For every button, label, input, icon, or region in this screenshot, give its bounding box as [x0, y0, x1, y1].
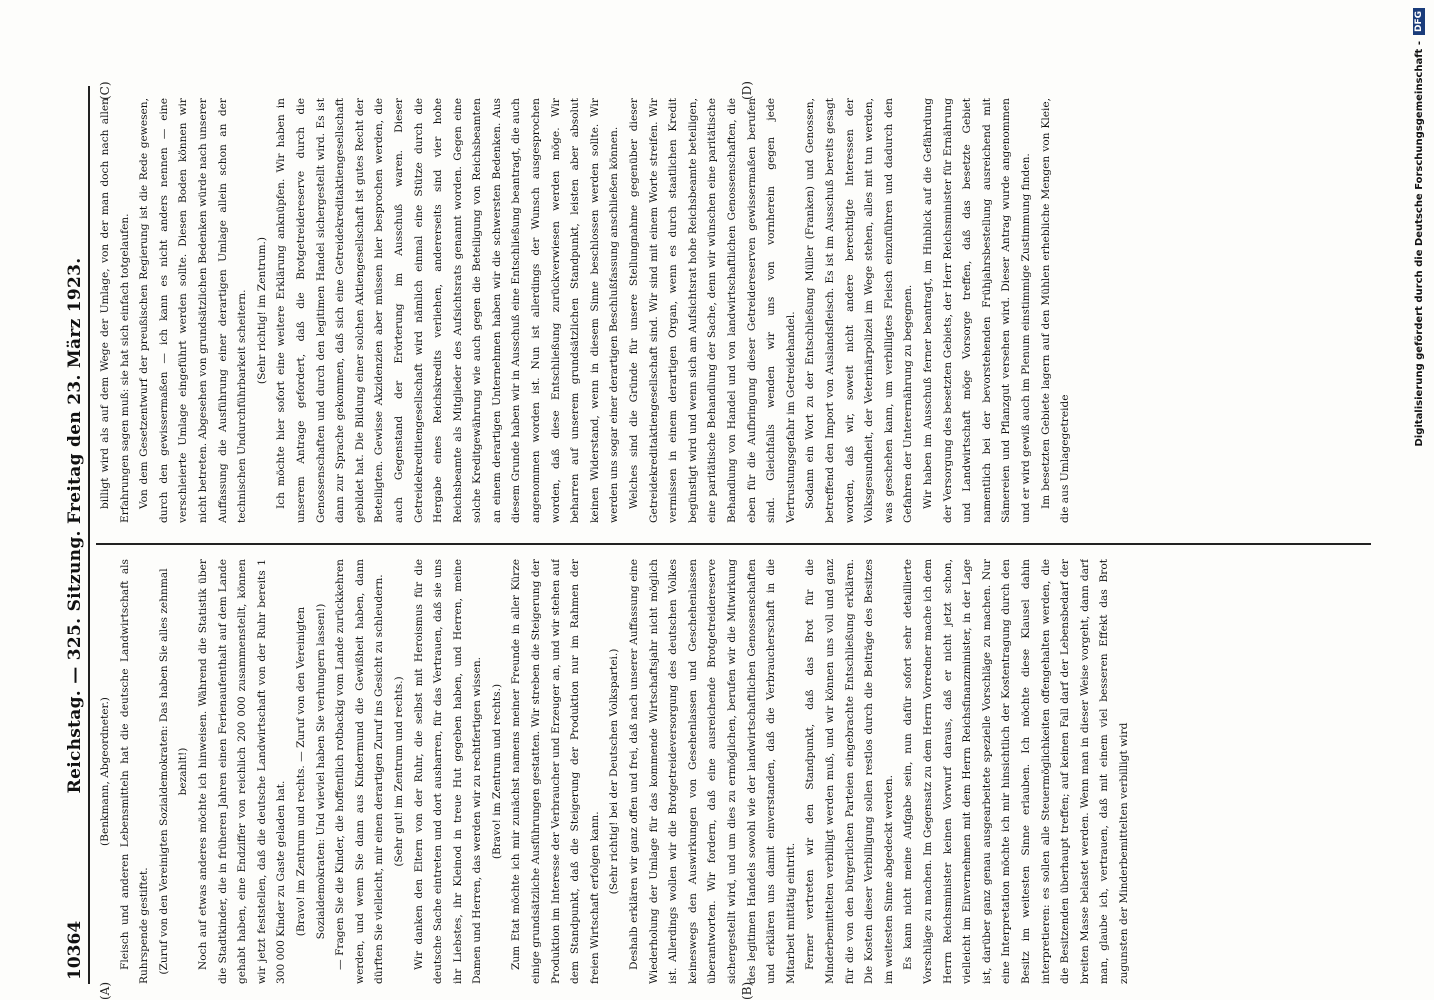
paragraph: (Sehr richtig! bei der Deutschen Volkspartei.)	[608, 648, 621, 895]
paragraph: billigt wird als auf dem Wege der Umlage, von der man doch nach allen Erfahrungen sagen muß: sie hat sich einfach totgelaufen.	[99, 98, 131, 523]
paragraph: Noch auf etwas anderes möchte ich hinweisen. Während die Statistik über die Stadtkinder, die in früheren Jahren einen Ferienaufenthalt auf dem Lande gehabt haben, eine Endziffer von reichlich 200 000 zusammenstellt, können wir jetzt feststellen, daß die deutsche Landwirtschaft von der Ruhr bereits 1 300 000 Kinder zu Gaste geladen hat.	[196, 559, 288, 984]
right-column	[96, 98, 1371, 523]
column-divider	[96, 544, 1371, 546]
paragraph: Wir haben im Ausschuß ferner beantragt, im Hinblick auf die Gefährdung der Versorgung des besetzten Gebiets, der Herr Reichsminister für Ernährung und Landwirtschaft möge Vorsorge treffen, daß das besetzte Gebiet namentlich bei der bevorstehenden Frühjahrsbestellung ausreichend mit Sämereien und Pflanzgut versehen wird. Dieser Antrag wurde angenommen und er wird gewiß auch im Plenum einstimmige Zustimmung finden.	[921, 98, 1032, 523]
page-title: Reichstag. — 325. Sitzung. Freitag den 23. März 1923.	[65, 257, 85, 794]
paragraph: (Sehr gut! im Zentrum und rechts.)	[392, 676, 405, 867]
paragraph: — Fragen Sie die Kinder, die hoffentlich rotbackig vom Lande zurückkehren werden, und wenn Sie dann aus Kindermund die Gewißheit haben, dann dürften Sie vielleicht, mir einen derartigen Zuruf ins Gesicht zu schleudern.	[334, 559, 386, 984]
margin-marker-c: (C)	[98, 81, 112, 100]
paragraph: Ferner vertreten wir den Standpunkt, daß das Brot für die Minderbemittelten verbilligt werden muß, und wir können uns voll und ganz für die von den bürgerlichen Parteien eingebrachte Entschließung erklären. Die Kosten dieser Verbilligung sollen restlos durch die Beiträge des Besitzes im weitesten Sinne abgedeckt werden.	[804, 559, 895, 984]
paragraph: (Benkmann, Abgeordneter.)	[99, 697, 111, 846]
paragraph: Von dem Gesetzentwurf der preußischen Regierung ist die Rede gewesen, durch den gewissermaßen — ich kann es nicht anders nennen — eine verschleierte Umlage eingeführt werden sollte. Diesen Boden können wir nicht betreten. Abgesehen von grundsätzlichen Bedenken würde nach unserer Auffassung die Ausführung einer derartigen Umlage allein schon an der technischen Undurchführbarkeit scheitern.	[138, 98, 249, 523]
paragraph: Ich möchte hier sofort eine weitere Erklärung anknüpfen. Wir haben in unserem Antrage gefordert, daß die Brotgetreidereserve durch die Genossenschaften und durch den legitimen Handel sichergestellt wird. Es ist dann zur Sprache gekommen, daß sich eine Getreidekreditaktiengesellschaft gebildet hat. Die Bildung einer solchen Aktiengesellschaft ist gutes Recht der Beteiligten. Gewisse Akzidenzien aber müssen hier besprochen werden, die auch Gegenstand der Erörterung im Ausschuß waren. Dieser Getreidekreditiengesellschaft wird nämlich einmal eine Stütze durch die Hergabe eines Reichskredits verliehen, andererseits sind vier hohe Reichsbeamte als Mitglieder des Aufsichtsrats genannt worden. Gegen eine solche Kreditgewährung wie auch gegen die Beteiligung von Reichsbeamten an einem derartigen Unternehmen haben wir die schwersten Bedenken. Aus diesem Grunde haben wir in Ausschuß eine Entschließung beantragt, die auch angenommen worden ist. Nun ist allerdings der Wunsch ausgesprochen worden, daß diese Entschließung zurückverwiesen werden möge. Wir beharren auf unserem grundsätzlichen Standpunkt, leisten aber absolut keinen Widerstand, wenn in diesem Sinne beschlossen werden sollte. Wir werden uns sogar einer derartigen Beschlußfassung anschließen können.	[275, 98, 621, 523]
paragraph: Deshalb erklären wir ganz offen und frei, daß nach unserer Auffassung eine Wiederholung der Umlage für das kommende Wirtschaftsjahr nicht möglich ist. Allerdings wollen wir die Brotgetreideversorgung des deutschen Volkes keineswegs den Auswirkungen von Gesehenlassen und Geschehenlassen überantworten. Wir fordern, daß eine ausreichende Brotgetreidereserve sichergestellt wird, und um dies zu ermöglichen, berufen wir die Mitwirkung des legitimen Handels sowohl wie der landwirtschaftlichen Genossenschaften und erklären uns damit einverstanden, daß die Verbraucherschaft in die Mitarbeit mittätig eintritt.	[628, 559, 797, 984]
margin-marker-d: (D)	[740, 81, 754, 100]
header-rule	[88, 86, 90, 984]
paragraph: (Zuruf von den Vereinigten Sozialdemokraten: Das haben Sie alles zehnmal bezahlt!)	[157, 568, 190, 975]
digitization-credit	[1410, 8, 1428, 708]
page-header	[64, 90, 86, 980]
document-page	[60, 70, 1390, 1000]
paragraph: Fleisch und anderen Lebensmitteln hat die deutsche Landwirtschaft als Ruhrspende gestiftet.	[118, 559, 151, 984]
dfg-logo: DFG	[1413, 8, 1425, 35]
left-column	[96, 559, 1371, 984]
paragraph: Sodann ein Wort zu der Entschließung Müller (Franken) und Genossen, betreffend den Import von Auslandsfleisch. Es ist im Ausschuß bereits gesagt worden, daß wir, soweit nicht andere berechtigte Interessen der Volksgesundheit, der Veterinärpolizei im Wege stehen, alles mit tun werden, was geschehen kann, um verbilligtes Fleisch einzuführen und dadurch den Gefahren der Unterernährung zu begegnen.	[804, 98, 915, 523]
paragraph: (Sehr richtig! im Zentrum.)	[255, 236, 268, 385]
paragraph: Im besetzten Gebiete lagern auf den Mühlen erhebliche Mengen von Kleie, die aus Umlagegetreide	[1039, 98, 1072, 523]
paragraph: Es kann nicht meine Aufgabe sein, nun dafür sofort sehr detaillierte Vorschläge zu machen. Im Gegensatz zu dem Herrn Vorredner mache ich dem Herrn Reichsminister keinen Vorwurf daraus, daß er nicht jetzt schon, vielleicht im Einvernehmen mit dem Herrn Reichsfinanzminister, in der Lage ist, darüber ganz genau ausgearbeitete spezielle Vorschläge zu machen. Nur eine Interpretation möchte ich mir hinsichtlich der Kostentragung durch den Besitz im weitesten Sinne erlauben. Ich möchte diese Klausel dahin interpretieren: es sollen alle Steuermöglichkeiten offengehalten werden, die die Besitzenden überhaupt treffen; auf keinen Fall darf der Lebensbedarf der breiten Masse belastet werden. Wenn man in dieser Weise vorgeht, dann darf man, glaube ich, vertrauen, daß mit einem viel besseren Effekt das Brot zugunsten der Minderbemittelten verbilligt wird	[902, 559, 1130, 984]
paragraph: (Bravo! im Zentrum und rechts.)	[490, 683, 503, 860]
margin-marker-b: (B)	[740, 981, 754, 1000]
paragraph: (Bravo! im Zentrum und rechts. — Zuruf von den Vereinigten Sozialdemokraten: Und wieviel haben Sie verhungern lassen!)	[294, 603, 327, 940]
margin-marker-a: (A)	[98, 981, 112, 1000]
credit-text: Digitalisierung gefördert durch die Deutsche Forschungsgemeinschaft -	[1413, 41, 1425, 447]
paragraph: Wir danken den Eltern von der Ruhr, die selbst mit Heroismus für die deutsche Sache eintreten und dort ausharren, für das Vertrauen, daß sie uns ihr Liebstes, ihr Kleinod in treue Hut gegeben haben, und Herren, meine Damen und Herren, das werden wir zu rechtfertigen wissen.	[412, 559, 484, 984]
page-number: 10364	[65, 920, 85, 980]
paragraph: Zum Etat möchte ich mir zunächst namens meiner Freunde in aller Kürze einige grundsätzliche Ausführungen gestatten. Wir streben die Steigerung der Produktion im Interesse der Verbraucher und Erzeuger an, und wir stehen auf dem Standpunkt, daß die Steigerung der Produktion nur im Rahmen der freien Wirtschaft erfolgen kann.	[510, 559, 601, 984]
paragraph: Welches sind die Gründe für unsere Stellungnahme gegenüber dieser Getreidekreditaktiengesellschaft sind. Wir sind mit einem Worte streifen. Wir vermissen in einem derartigen Organ, wenn es durch staatlichen Kredit begünstigt wird und wenn sich am Aufsichtsrat hohe Reichsbeamte beteiligen, eine paritätische Behandlung der Sache, denn wir wünschen eine paritätische Behandlung von Handel und von landwirtschaftlichen Genossenschaften, die eben für die Aufbringung dieser Getreidereserven gewissermaßen berufen sind. Gleichfalls wenden wir uns von vornherein gegen jede Vertrustungsgefahr im Getreidehandel.	[628, 98, 797, 523]
